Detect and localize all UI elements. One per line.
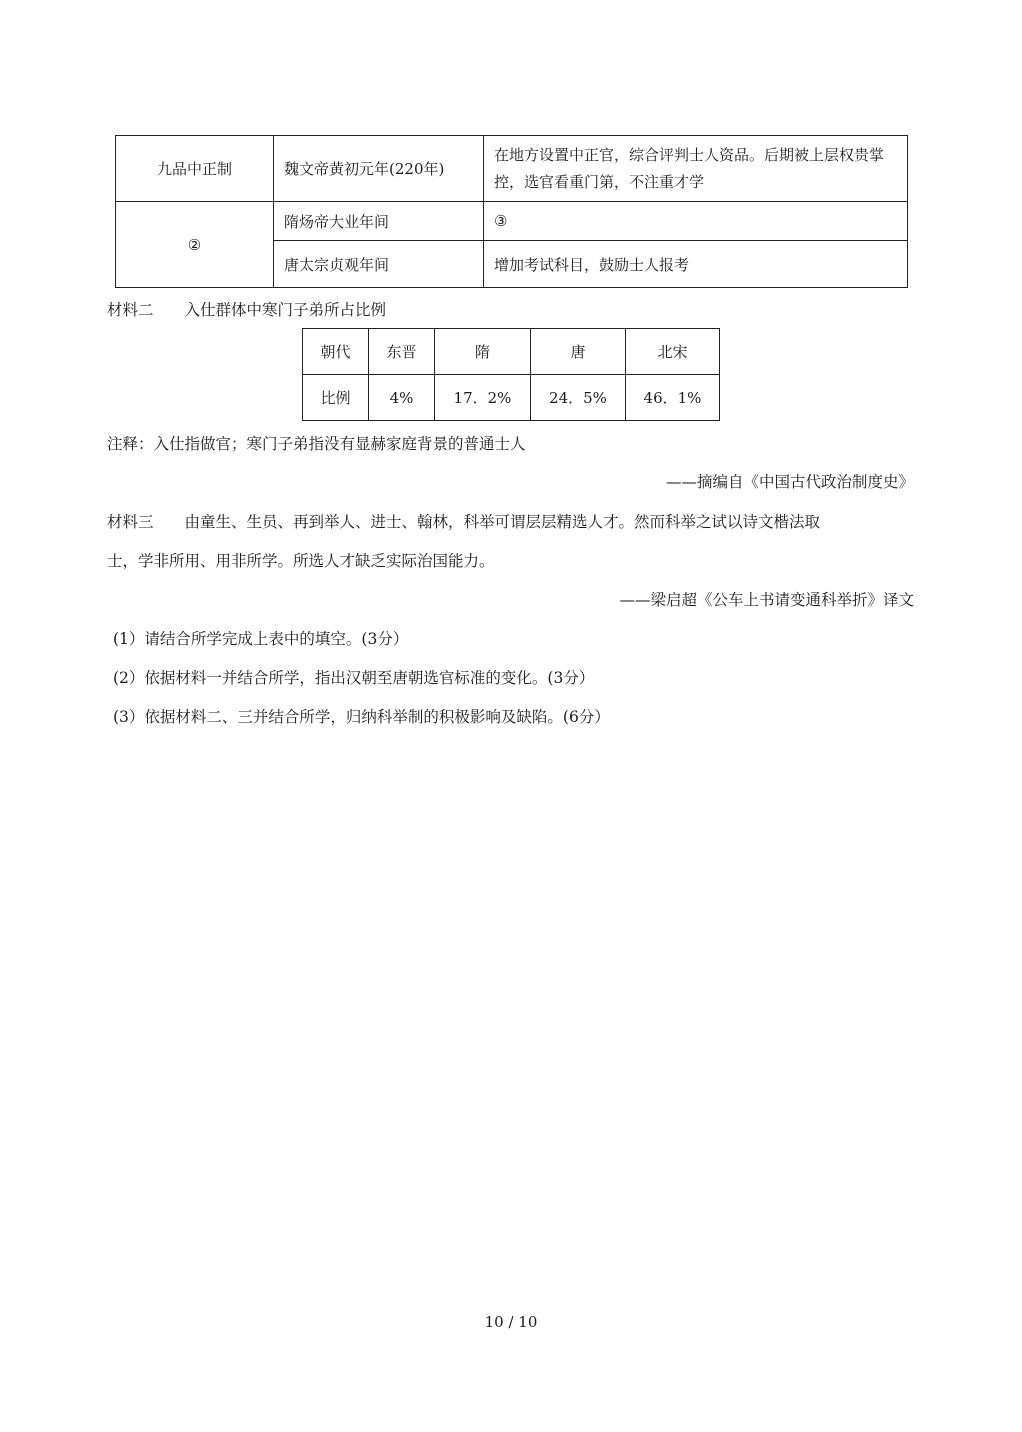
material3-line1: 材料三 由童生、生员、再到举人、进士、翰林，科举可谓层层精选人才。然而科举之试以诗文楷法取 <box>107 513 821 531</box>
value-cell: 比例 <box>303 375 369 421</box>
header-cell: 唐 <box>531 329 626 375</box>
material2-title: 材料二 入仕群体中寒门子弟所占比例 <box>107 301 387 319</box>
material2-note: 注释：入仕指做官；寒门子弟指没有显赫家庭背景的普通士人 <box>107 435 526 453</box>
value-cell: 24．5% <box>531 375 626 421</box>
system-cell: 九品中正制 <box>116 136 274 202</box>
header-cell: 东晋 <box>369 329 435 375</box>
blank-3-cell: ③ <box>484 202 908 241</box>
page-number: 10 / 10 <box>484 1313 538 1331</box>
selection-system-table <box>115 135 908 288</box>
blank-2-cell: ② <box>116 202 274 288</box>
question-1: (1）请结合所学完成上表中的填空。(3分） <box>113 630 409 648</box>
material3-line2: 士，学非所用、用非所学。所选人才缺乏实际治国能力。 <box>107 552 495 570</box>
table-header-row <box>303 329 720 375</box>
header-cell: 隋 <box>435 329 531 375</box>
time-cell: 魏文帝黄初元年(220年) <box>274 136 484 202</box>
content-cell: 增加考试科目，鼓励士人报考 <box>484 241 908 288</box>
table-row <box>303 375 720 421</box>
material3-source: ——梁启超《公车上书请变通科举折》译文 <box>619 591 914 609</box>
header-cell: 朝代 <box>303 329 369 375</box>
question-2: (2）依据材料一并结合所学，指出汉朝至唐朝选官标准的变化。(3分） <box>113 669 595 687</box>
table-row <box>116 136 908 202</box>
value-cell: 17．2% <box>435 375 531 421</box>
time-cell: 唐太宗贞观年间 <box>274 241 484 288</box>
material2-source: ——摘编自《中国古代政治制度史》 <box>665 473 914 491</box>
value-cell: 4% <box>369 375 435 421</box>
question-3: (3）依据材料二、三并结合所学，归纳科举制的积极影响及缺陷。(6分） <box>113 708 610 726</box>
ratio-table <box>302 328 720 421</box>
header-cell: 北宋 <box>626 329 720 375</box>
time-cell: 隋炀帝大业年间 <box>274 202 484 241</box>
value-cell: 46．1% <box>626 375 720 421</box>
table-row <box>116 202 908 241</box>
content-cell: 在地方设置中正官，综合评判士人资品。后期被上层权贵掌控，选官看重门第，不注重才学 <box>484 136 908 202</box>
